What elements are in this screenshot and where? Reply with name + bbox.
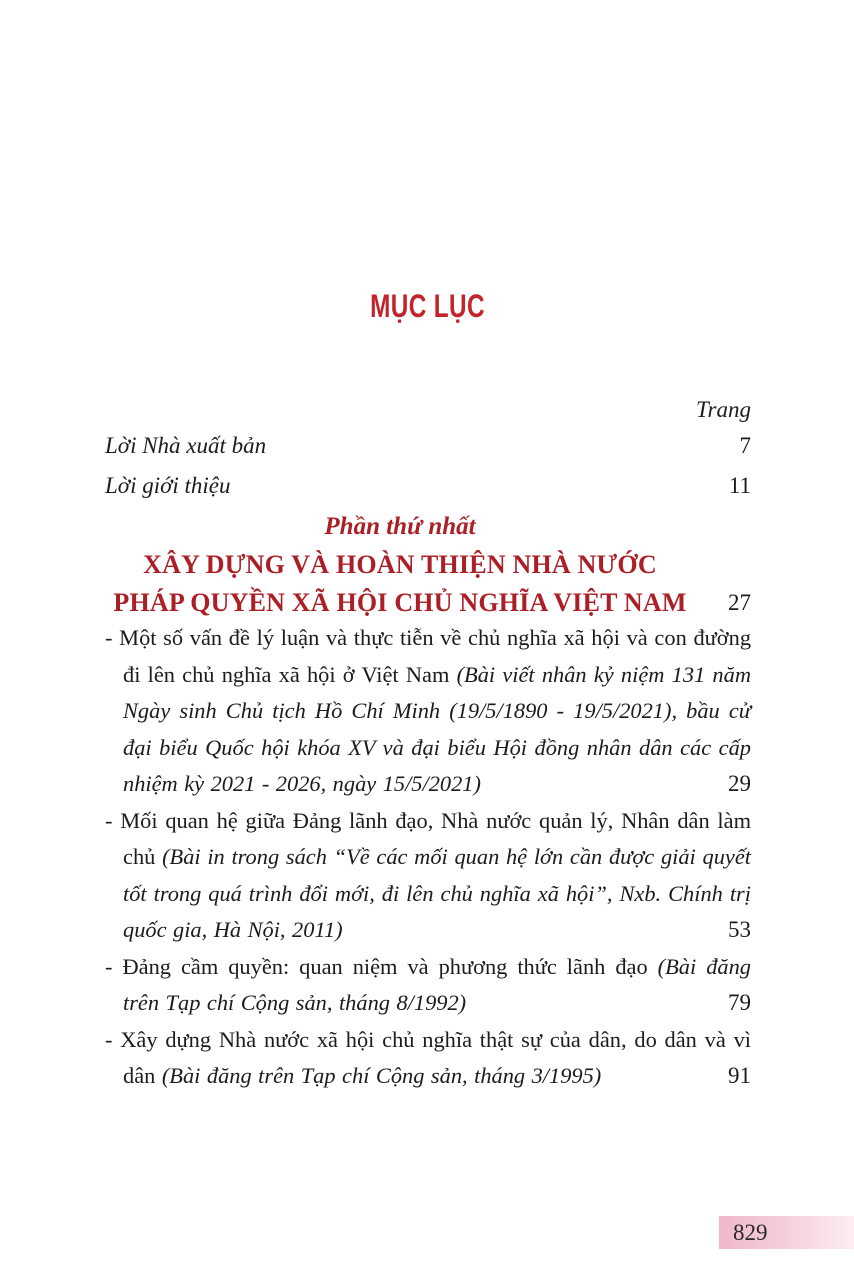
- entry-note: (Bài viết nhân kỷ niệm 131 năm Ngày sinh Chủ tịch Hồ Chí Minh (19/5/1890 - 19/5/2021), bầu cử đại biểu Quốc hội khóa XV và đại biểu Hội đồng nhân dân các cấp nhiệm kỳ 2021 - 2026, ngày 15/5/2021): [123, 661, 751, 796]
- toc-entry: [105, 620, 751, 803]
- entry-note: (Bài in trong sách “Về các mối quan hệ lớn cần được giải quyết tốt trong quá trình đổi mới, đi lên chủ nghĩa xã hội”, Nxb. Chính trị quốc gia, Hà Nội, 2011): [123, 844, 751, 942]
- front-matter-label: Lời giới thiệu: [105, 473, 231, 498]
- front-matter-row: [105, 430, 751, 462]
- page-number: 79: [728, 990, 751, 1015]
- entry-text: Một số vấn đề lý luận và thực tiễn về chủ nghĩa xã hội và con đường đi lên chủ nghĩa xã hội ở Việt Nam: [119, 625, 752, 687]
- page-number: 7: [739, 433, 751, 458]
- toc-entry: [105, 803, 751, 949]
- page-title-text: MỤC LỤC: [370, 288, 486, 324]
- entry-dash: -: [105, 807, 113, 833]
- page-title: [105, 288, 751, 325]
- toc-entries: [105, 620, 751, 1095]
- entry-dash: -: [105, 625, 113, 650]
- page-number: 53: [728, 917, 751, 942]
- entry-note: (Bài đăng trên Tạp chí Cộng sản, tháng 3/1995): [161, 1063, 602, 1088]
- part-heading: [105, 508, 751, 622]
- entry-text: Mối quan hệ giữa Đảng lãnh đạo, Nhà nước quản lý, Nhân dân làm chủ: [120, 807, 752, 869]
- part-title-line2: PHÁP QUYỀN XÃ HỘI CHỦ NGHĨA VIỆT NAM: [113, 588, 687, 617]
- toc-entry: [105, 1022, 751, 1095]
- page-column-header: Trang: [696, 397, 751, 422]
- part-label: Phần thứ nhất: [324, 513, 476, 540]
- front-matter-row: [105, 470, 751, 502]
- folio-box: [719, 1216, 854, 1249]
- page-number: 11: [728, 473, 751, 498]
- part-heading-inner: [105, 508, 751, 622]
- entry-dash: -: [105, 1026, 113, 1052]
- entry-text: Xây dựng Nhà nước xã hội chủ nghĩa thật sự của dân, do dân và vì dân: [120, 1026, 751, 1088]
- entry-note: (Bài đăng trên Tạp chí Cộng sản, tháng 8/1992): [123, 953, 751, 1015]
- entry-text: Đảng cầm quyền: quan niệm và phương thức lãnh đạo: [122, 953, 648, 979]
- toc-entry: [105, 949, 751, 1022]
- page-number: 27: [728, 590, 751, 615]
- part-title-line1: XÂY DỰNG VÀ HOÀN THIỆN NHÀ NƯỚC: [143, 550, 657, 579]
- page-number: 29: [728, 771, 751, 796]
- page-number: 91: [728, 1063, 751, 1088]
- front-matter-label: Lời Nhà xuất bản: [105, 433, 267, 458]
- entry-dash: -: [105, 953, 113, 979]
- folio-number: 829: [733, 1220, 768, 1245]
